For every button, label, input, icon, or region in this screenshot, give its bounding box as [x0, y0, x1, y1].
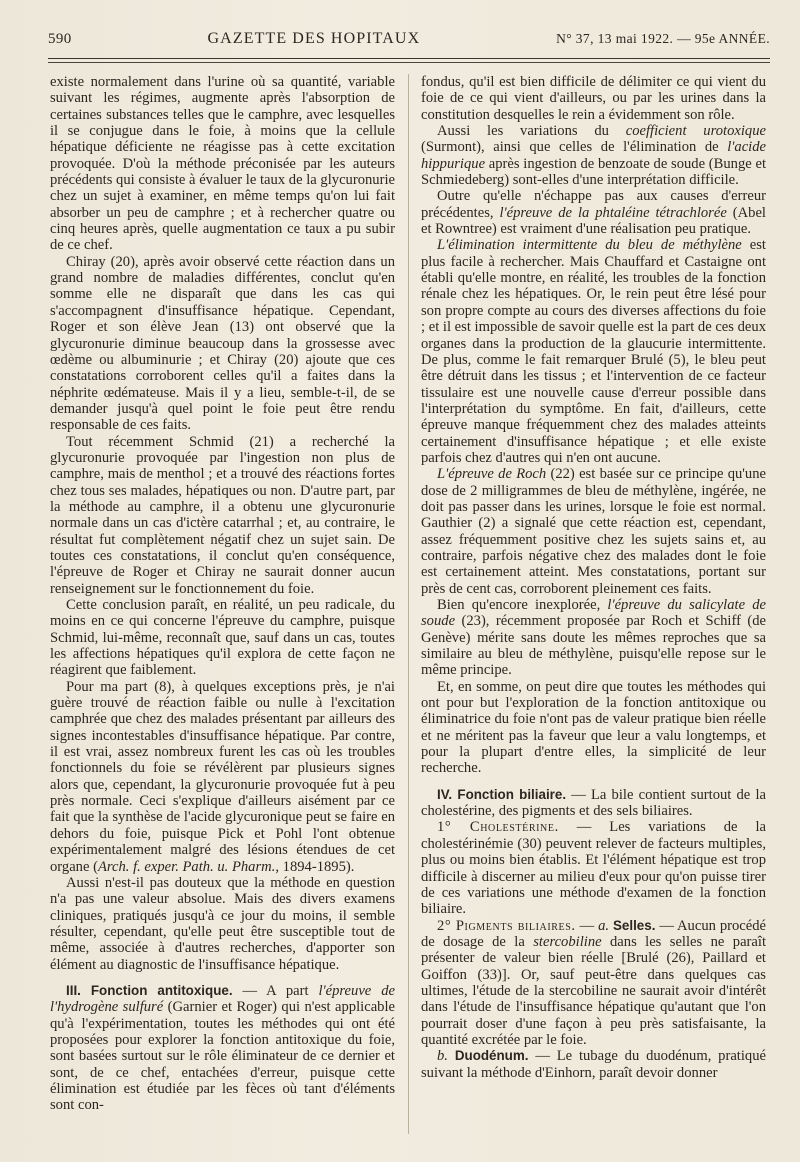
paragraph: L'élimination intermittente du bleu de méthylène est plus facile à rechercher. Mais Chauffard et Castaigne ont établi qu'elle montre, en réalité, les troubles de la fonction rénale chez les hépatiques. Or, le rein peut être lésé pour son propre compte au cours des diverses affections du foie ; et il est impossible de savoir quelle est la part de ces deux organes dans la production de la glaucurie intermittente. De plus, comme le fait remarquer Brulé (5), le bleu peut être détruit dans les tissus ; et l'intervention de ce facteur tissulaire est une nouvelle cause d'erreur possible dans l'interprétation du symptôme. En fait, d'ailleurs, cette épreuve manque fréquemment chez des malades atteints certainement d'insuffisance hépatique ; et elle existe parfois chez d'autres qui n'en ont aucune.: [421, 237, 766, 466]
paragraph: 1° Cholestérine. — Les variations de la cholestérinémie (30) peuvent relever de facteurs multiples, plus ou moins bien établis. Et l'élément hépatique est trop difficile à discerner au milieu d'eux pour qu'on puisse tirer de ces variations une méthode d'examen de la fonction biliaire.: [421, 819, 766, 918]
left-column: [50, 74, 395, 1144]
paragraph: Aussi n'est-il pas douteux que la méthode en question n'a pas une valeur absolue. Mais des divers examens cliniques, pratiqués jusqu'à ce jour du moins, il semble résulter, cependant, qu'elle peut être susceptible tout de même, associée à d'autres recherches, d'apporter son élément au diagnostic de l'insuffisance hépatique.: [50, 874, 395, 973]
paragraph: L'épreuve de Roch (22) est basée sur ce principe qu'une dose de 2 milligrammes de bleu de méthylène, ingérée, ne doit pas passer dans les urines, lorsque le foie est normal. Gauthier (2) a signalé que cette réaction est, cependant, assez fréquemment positive chez les sujets sains et, au contraire, parfois négative chez des malades dont le foie est certainement atteint. Mes constatations, portant sur près de cent cas, corroborent pleinement ces faits.: [421, 466, 766, 597]
subsection-title: 2° Pigments biliaires.: [437, 917, 576, 934]
paragraph: existe normalement dans l'urine où sa quantité, variable suivant les régimes, augmente après l'absorption de certaines substances telles que le camphre, avec lesquelles il se conjugue dans le foie, à moins que la cellule hépatique déficiente ne réagisse pas à cette excitation provoquée. D'où la méthode préconisée par les auteurs précédents qui consiste à évaluer le taux de la glycuronurie chez un sujet à examiner, en même temps qu'on lui fait absorber un peu de camphre ; et à rechercher quatre ou cinq heures après, quelle augmentation ce taux a pu subir de ce chef.: [50, 74, 395, 254]
section-title: III. Fonction antitoxique.: [66, 982, 233, 998]
header-rule-thin: [48, 62, 770, 63]
header-rule: [48, 58, 770, 59]
subsection-title: 1° Cholestérine.: [437, 819, 559, 836]
paragraph: Et, en somme, on peut dire que toutes les méthodes qui ont pour but l'exploration de la fonction antitoxique ou éliminatrice du foie n'ont pas de valeur pratique bien réelle et ne méritent pas la faveur que leur a valu longtemps, et pour la plupart d'entre elles, la simplicité de leur recherche.: [421, 678, 766, 777]
paragraph: Cette conclusion paraît, en réalité, un peu radicale, du moins en ce qui concerne l'épreuve du camphre, puisque Schmid, lui-même, reconnaît que, sauf dans un cas, toutes les affections hépatiques qu'il explora de cette façon ne réagirent que faiblement.: [50, 597, 395, 679]
section-heading: IV. Fonction biliaire. — La bile contient surtout de la cholestérine, des pigments et des sels biliaires.: [421, 786, 766, 820]
paragraph: Chiray (20), après avoir observé cette réaction dans un grand nombre de maladies différentes, conclut qu'en somme elle ne disparaît que dans les cas qui s'accompagnent d'insuffisance hépatique. Cependant, Roger et son élève Jean (13) ont observé que la glycuronurie diminue beaucoup dans la grossesse avec œdème ou albuminurie ; et Chiray (20) ajoute que ces constatations corroborent celles qu'il a faites dans la néphrite œdémateuse. Mais il y a lieu, semble-t-il, de se demander jusqu'à quel point le foie peut être rendu responsable de ces faits.: [50, 253, 395, 434]
paragraph: Pour ma part (8), à quelques exceptions près, je n'ai guère trouvé de réaction faible ou nulle à l'excitation camphrée que chez des malades présentant par ailleurs des signes incontestables d'insuffisance hépatique. Par contre, il est vrai, assez nombreux furent les cas où les troubles fonctionnels du foie se révélèrent par plusieurs signes alors que, cependant, la glycuronurie provoquée fut à peu près normale. Ceci s'explique d'ailleurs aisément par ce fait que la synthèse de l'acide glycuronique peut se faire en dehors du foie, puisque Pick et Pohl l'ont obtenue expérimentalement malgré des lésions étendues de cet organe (Arch. f. exper. Path. u. Pharm., 1894-1895).: [50, 678, 395, 875]
issue-info: N° 37, 13 mai 1922. — 95e ANNÉE.: [556, 31, 770, 46]
paragraph: fondus, qu'il est bien difficile de délimiter ce qui vient du foie de ce qui vient d'ailleurs, ou par les urines dans la constitution desquelles le rein a évidemment son rôle.: [421, 74, 766, 123]
paragraph: Tout récemment Schmid (21) a recherché la glycuronurie provoquée par l'ingestion non plus de camphre, mais de menthol ; et a trouvé des réactions fortes chez tous ses malades, hépatiques ou non. D'autre part, par la méthode au camphre, il a obtenu une glycuronurie normale dans un cas d'ictère catarrhal ; et, au contraire, le résultat fut complètement négatif chez un sujet sain. De toutes ces constatations, il conclut qu'en conséquence, l'épreuve de Roger et Chiray ne saurait donner aucun renseignement sur le fonctionnement du foie.: [50, 433, 395, 597]
paragraph: Bien qu'encore inexplorée, l'épreuve du salicylate de soude (23), récemment proposée par Roch et Schiff (de Genève) mérite sans doute les mêmes reproches que sa similaire au bleu de méthylène, puisqu'elle repose sur le même principe.: [421, 597, 766, 679]
section-title: IV. Fonction biliaire.: [437, 786, 567, 802]
column-separator: [408, 74, 409, 1134]
running-header: [48, 30, 770, 54]
paragraph: Aussi les variations du coefficient urotoxique (Surmont), ainsi que celles de l'élimination de l'acide hippurique après ingestion de benzoate de soude (Bunge et Schmiedeberg) sont-elles d'une interprétation difficile.: [421, 123, 766, 189]
paragraph: b. Duodénum. — Le tubage du duodénum, pratiqué suivant la méthode d'Einhorn, paraît devoir donner: [421, 1048, 766, 1081]
journal-title: GAZETTE DES HOPITAUX: [207, 30, 421, 47]
page-number: 590: [48, 31, 72, 47]
paragraph: Outre qu'elle n'échappe pas aux causes d'erreur précédentes, l'épreuve de la phtaléine tétrachlorée (Abel et Rowntree) est vraiment d'une réalisation peu pratique.: [421, 188, 766, 238]
citation-journal: Arch. f. exper. Path. u. Pharm.: [97, 858, 276, 875]
paragraph: 2° Pigments biliaires. — a. Selles. — Aucun procédé de dosage de la stercobiline dans les selles ne paraît présenter de valeur bien réelle [Brulé (26), Paillard et Goiffon (33)]. Or, sauf peut-être dans quelques cas ultimes, l'étude de la stercobiline ne saurait avoir d'intérêt dans l'étude de l'insuffisance hépatique qu'autant que l'on pourrait doser d'une façon à peu près satisfaisante, la quantité excrétée par le foie.: [421, 917, 766, 1048]
right-column: [421, 74, 766, 1144]
section-heading: III. Fonction antitoxique. — A part l'épreuve de l'hydrogène sulfuré (Garnier et Roger) qui n'est applicable qu'à l'expérimentation, toutes les méthodes qui ont été proposées pour explorer la fonction antitoxique du foie, sont basées surtout sur le rôle éliminateur de ce dernier et sont, de ce chef, entachées d'erreur, puisque cette élimination est étudiée par les fèces où tant d'éléments sont con-: [50, 982, 395, 1114]
